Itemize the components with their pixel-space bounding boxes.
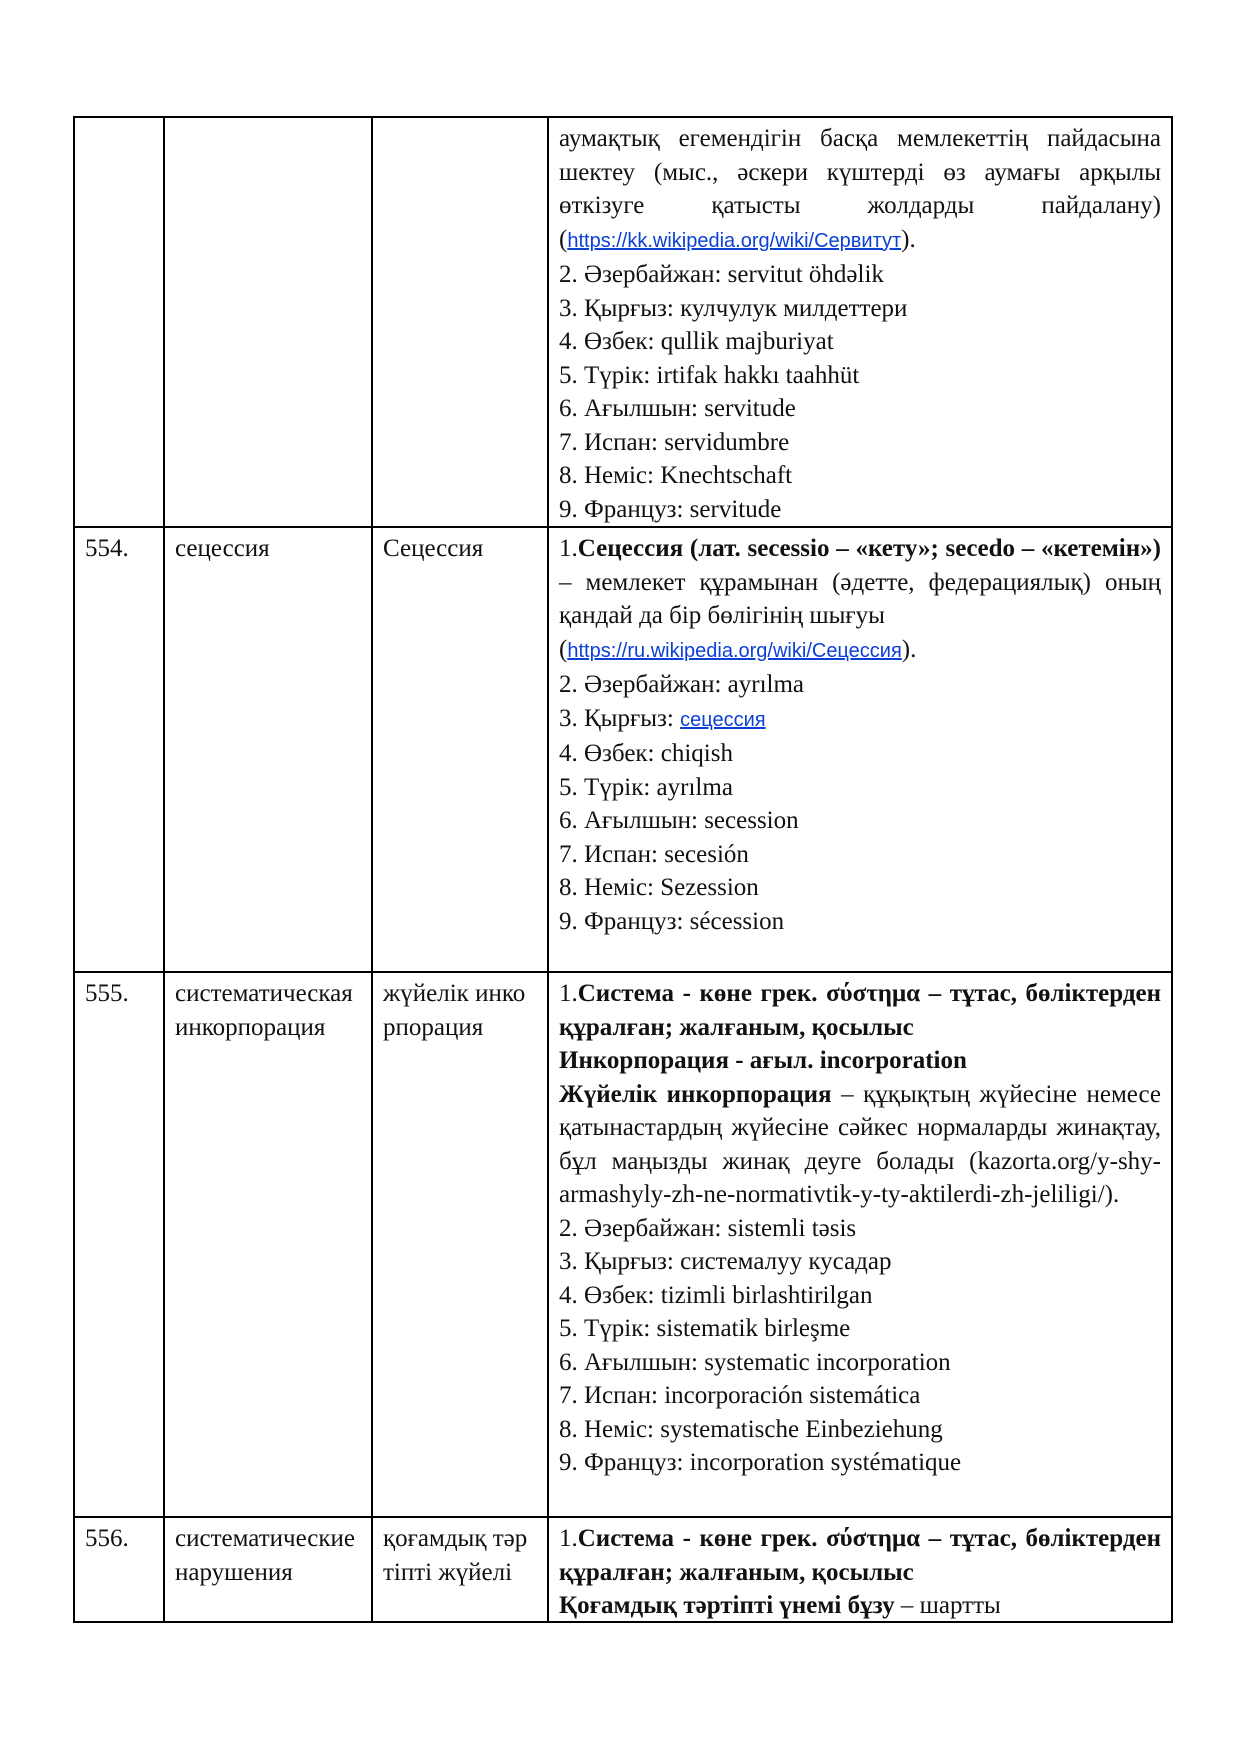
- russian-term: [164, 117, 372, 527]
- russian-term-text: систематические нарушения: [175, 1525, 356, 1586]
- kazakh-term: Сецессия: [372, 527, 548, 972]
- translation-line: 4. Өзбек: chiqish: [559, 740, 733, 767]
- russian-term: сецессия: [164, 527, 372, 972]
- translation-line: 7. Испан: secesión: [559, 840, 749, 868]
- translation-line: 7. Испан: servidumbre: [559, 428, 790, 456]
- translation-line: 9. Француз: sécession: [559, 907, 785, 935]
- translation-line: 5. Түрік: ayrılma: [559, 773, 733, 801]
- table-row: [74, 117, 1172, 527]
- definition-cell: [548, 527, 1172, 972]
- entry-number-text: 556.: [85, 1525, 129, 1552]
- definition-text: 1.Система - көне грек. σύστημα – тұтас, бөліктерден құралған; жалғаным, қосылыс: [559, 980, 1161, 1041]
- definition-cell: [548, 117, 1172, 527]
- translation-line: 9. Француз: servitude: [559, 495, 782, 523]
- translation-line: 9. Француз: incorporation systématique: [559, 1449, 962, 1476]
- kazakh-term: [372, 117, 548, 527]
- kazakh-term: жүйелік инкорпорация: [372, 972, 548, 1517]
- table-row: [74, 972, 1172, 1517]
- definition-etymology: Инкорпорация - ағыл. incorporation: [559, 1047, 967, 1074]
- definition-text: аумақтық егемендігін басқа мемлекеттің пайдасына шектеу (мыс., әскери күштерді өз аумағы арқылы өткізуге қатысты жолдарды пайдалану) (https://kk.wikipedia.org/wiki/Сервитут).: [559, 125, 1161, 253]
- translation-line: 6. Ағылшын: secession: [559, 807, 799, 834]
- russian-term: систематическая инкорпорация: [164, 972, 372, 1517]
- entry-number: [74, 117, 164, 527]
- translation-line: 6. Ағылшын: systematic incorporation: [559, 1348, 951, 1376]
- glossary-table: [73, 116, 1173, 1623]
- definition-cell: [548, 972, 1172, 1517]
- translation-line: 2. Әзербайжан: servitut öhdəlik: [559, 261, 884, 288]
- source-link[interactable]: https://ru.wikipedia.org/wiki/Сецессия: [567, 639, 902, 662]
- definition-text: 1.Система - көне грек. σύστημα – тұтас, бөліктерден құралған; жалғаным, қосылыс: [559, 1525, 1161, 1586]
- source-link[interactable]: https://kk.wikipedia.org/wiki/Сервитут: [567, 229, 902, 252]
- translation-line: 4. Өзбек: qullik majburiyat: [559, 328, 834, 355]
- definition-body: Жүйелік инкорпорация – құқықтың жүйесіне немесе қатынастардың жүйесіне сәйкес нормаларды жинақтау, бұл маңызды жинақ деуге болады (kazorta.org/y-shy-armashyly-zh-ne-normativtik-y-ty-aktilerdi-zh-jeliligi/).: [559, 1080, 1161, 1208]
- translation-line: 3. Қырғыз: сецессия: [559, 704, 766, 732]
- translation-line: 5. Түрік: irtifak hakkı taahhüt: [559, 361, 860, 389]
- definition-source: (https://ru.wikipedia.org/wiki/Сецессия).: [559, 635, 917, 663]
- definition-body: Қоғамдық тәртіпті үнемі бұзу – шартты: [559, 1592, 1001, 1619]
- translation-line: 3. Қырғыз: кулчулук милдеттери: [559, 294, 908, 322]
- russian-term: [164, 1517, 372, 1622]
- table-row: [74, 1517, 1172, 1622]
- kazakh-term: [372, 1517, 548, 1622]
- entry-number: 554.: [74, 527, 164, 972]
- definition-clip: [559, 1522, 1161, 1621]
- kazakh-term-text: қоғамдық тәртіпті жүйелі: [383, 1525, 528, 1586]
- translation-line: 5. Түрік: sistematik birleşme: [559, 1315, 851, 1342]
- translation-line: 2. Әзербайжан: sistemli təsis: [559, 1214, 857, 1242]
- translation-line: 3. Қырғыз: системалуу кусадар: [559, 1248, 892, 1275]
- translation-link[interactable]: сецессия: [680, 708, 766, 731]
- definition-text: 1.Сецессия (лат. secessio – «кету»; secedo – «кетемін») – мемлекет құрамынан (әдетте, федерациялық) оның қандай да бір бөлігінің шығуы: [559, 535, 1161, 629]
- translation-line: 6. Ағылшын: servitude: [559, 395, 796, 422]
- entry-number: [74, 1517, 164, 1622]
- entry-number: 555.: [74, 972, 164, 1517]
- table-row: [74, 527, 1172, 972]
- translation-line: 8. Неміс: systematische Einbeziehung: [559, 1415, 943, 1443]
- definition-cell: [548, 1517, 1172, 1622]
- translation-line: 2. Әзербайжан: ayrılma: [559, 671, 805, 698]
- translation-line: 7. Испан: incorporación sistemática: [559, 1382, 921, 1409]
- translation-line: 4. Өзбек: tizimli birlashtirilgan: [559, 1281, 873, 1309]
- translation-line: 8. Неміс: Knechtschaft: [559, 462, 793, 489]
- translation-line: 8. Неміс: Sezession: [559, 874, 759, 901]
